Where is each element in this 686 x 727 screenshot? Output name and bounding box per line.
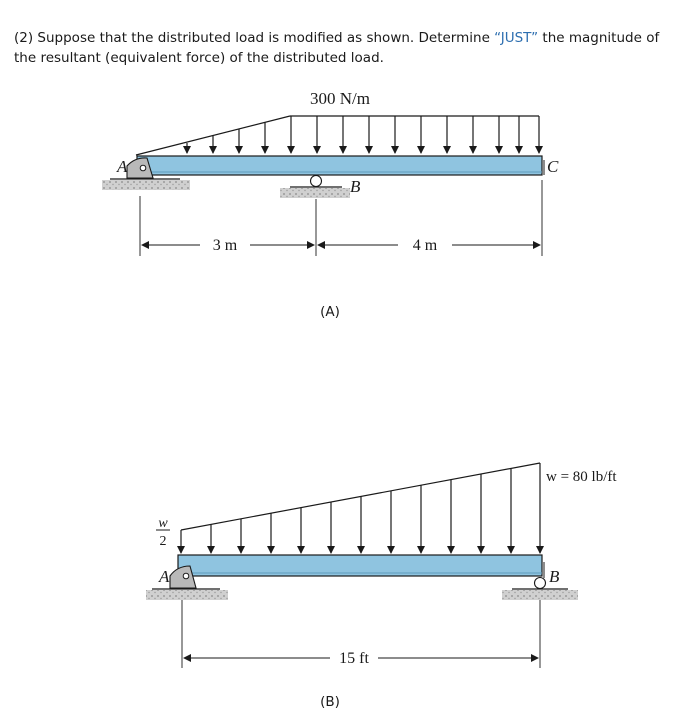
figure-b-start-denominator: 2 (159, 534, 167, 549)
figure-b-caption: (B) (320, 694, 340, 710)
figure-b-load-label: w = 80 lb/ft (546, 469, 617, 485)
figure-a-load-arrows (187, 116, 539, 153)
question-text-part2: the magnitude of the resultant (equivalent force) of the distributed load. (14, 30, 660, 66)
figure-a-dim-left: 3 m (212, 237, 238, 254)
figure-a-dim-right: 4 m (412, 237, 438, 254)
question-emphasis: “JUST” (494, 30, 539, 46)
figure-a-caption: (A) (320, 304, 340, 320)
figure-a-label-b: B (350, 177, 361, 196)
figure-a-roller-support (280, 176, 350, 199)
figure-a-load-label: 300 N/m (310, 89, 370, 108)
figure-a-label-a: A (117, 157, 128, 176)
figure-b (146, 463, 617, 710)
figure-b-label-a: A (159, 567, 170, 586)
figure-b-load-arrows (211, 463, 540, 553)
figure-b-dim-span: 15 ft (339, 650, 369, 667)
figure-a (102, 89, 559, 320)
figure-b-roller-support (502, 578, 578, 601)
figure-b-start-numerator: w (158, 516, 168, 531)
question-text-part1: (2) Suppose that the distributed load is modified as shown. Determine (14, 30, 495, 46)
figure-b-label-b: B (549, 567, 560, 586)
figure-a-label-c: C (547, 157, 559, 176)
